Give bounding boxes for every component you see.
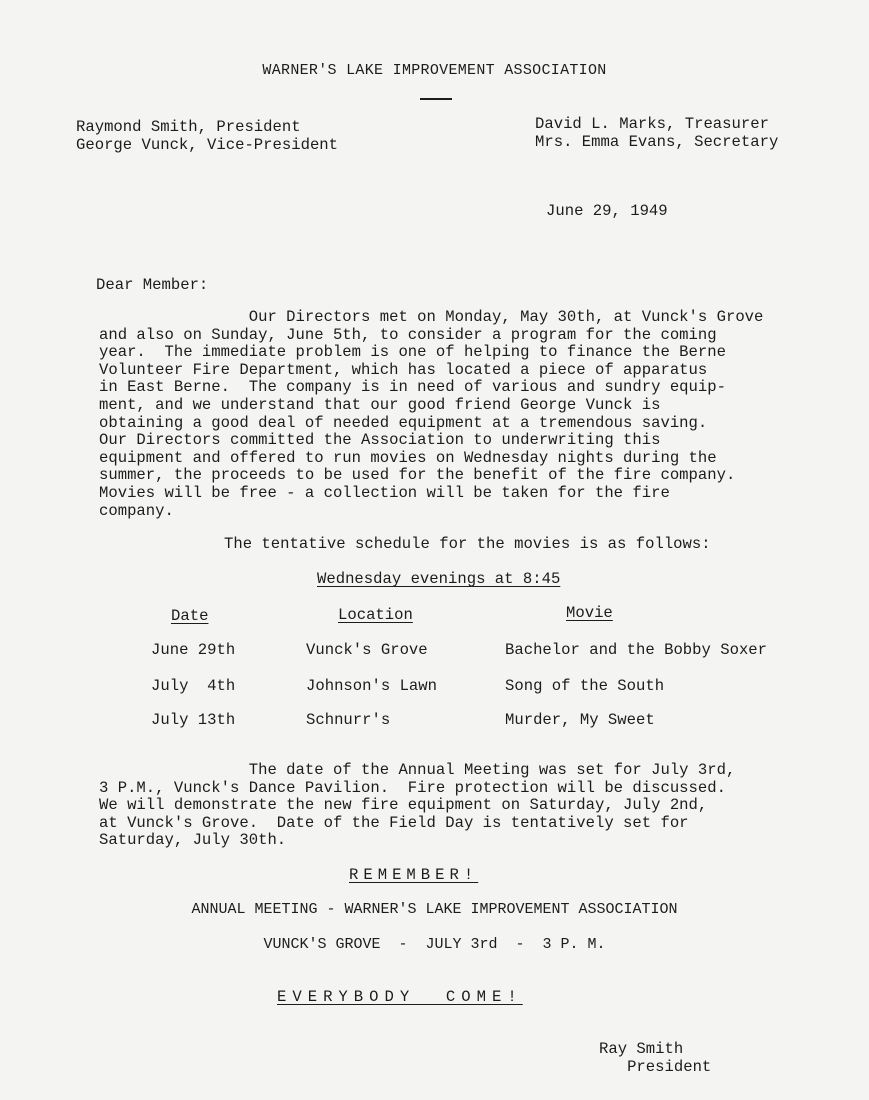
signature-block: Ray Smith President bbox=[599, 1040, 712, 1076]
meeting-announcement: ANNUAL MEETING - WARNER'S LAKE IMPROVEMENT ASSOCIATION bbox=[191, 901, 678, 918]
officers-left: Raymond Smith, President George Vunck, Vice-President bbox=[76, 118, 339, 154]
body-paragraph-2: The date of the Annual Meeting was set for July 3rd, 3 P.M., Vunck's Dance Pavilion. Fire protection will be discussed. We will demonstrate the new fire equipment on Saturday, July 2nd, at Vunck's Grove. Date of the Field Day is tentatively set for Saturday, July 30th. bbox=[99, 761, 736, 850]
schedule-intro: The tentative schedule for the movies is as follows: bbox=[224, 535, 711, 553]
schedule-row-2-location: Johnson's Lawn bbox=[306, 677, 438, 695]
column-header-date: Date bbox=[171, 607, 209, 625]
greeting: Dear Member: bbox=[96, 276, 209, 294]
letterhead-title: WARNER'S LAKE IMPROVEMENT ASSOCIATION bbox=[262, 62, 607, 79]
schedule-row-2-movie: Song of the South bbox=[505, 677, 665, 695]
schedule-row-1-location: Vunck's Grove bbox=[306, 641, 428, 659]
schedule-row-3-movie: Murder, My Sweet bbox=[505, 711, 655, 729]
meeting-details: VUNCK'S GROVE - JULY 3rd - 3 P. M. bbox=[263, 936, 606, 953]
remember-heading: REMEMBER! bbox=[349, 866, 479, 884]
schedule-row-1-movie: Bachelor and the Bobby Soxer bbox=[505, 641, 768, 659]
column-header-location: Location bbox=[338, 606, 413, 624]
letter-date: June 29, 1949 bbox=[546, 202, 668, 220]
title-rule bbox=[420, 98, 452, 100]
officers-right: David L. Marks, Treasurer Mrs. Emma Evans, Secretary bbox=[535, 115, 779, 151]
column-header-movie: Movie bbox=[566, 604, 613, 622]
schedule-row-1-date: June 29th bbox=[151, 641, 236, 659]
schedule-heading: Wednesday evenings at 8:45 bbox=[317, 570, 561, 588]
body-paragraph-1: Our Directors met on Monday, May 30th, at Vunck's Grove and also on Sunday, June 5th, to consider a program for the coming year. The immediate problem is one of helping to finance the Berne Volunteer Fire Department, which has located a piece of apparatus in East Berne. The company is in need of various and sundry equip- ment, and we understand that our good friend George Vunck is obtaining a good deal of needed equipment at a tremendous saving. Our Directors committed the Association to underwriting this equipment and offered to run movies on Wednesday nights during the summer, the proceeds to be used for the benefit of the fire company. Movies will be free - a collection will be taken for the fire company. bbox=[99, 308, 764, 520]
everybody-come: EVERYBODY COME! bbox=[277, 988, 523, 1006]
schedule-row-2-date: July 4th bbox=[151, 677, 236, 695]
schedule-row-3-location: Schnurr's bbox=[306, 711, 391, 729]
schedule-row-3-date: July 13th bbox=[151, 711, 236, 729]
